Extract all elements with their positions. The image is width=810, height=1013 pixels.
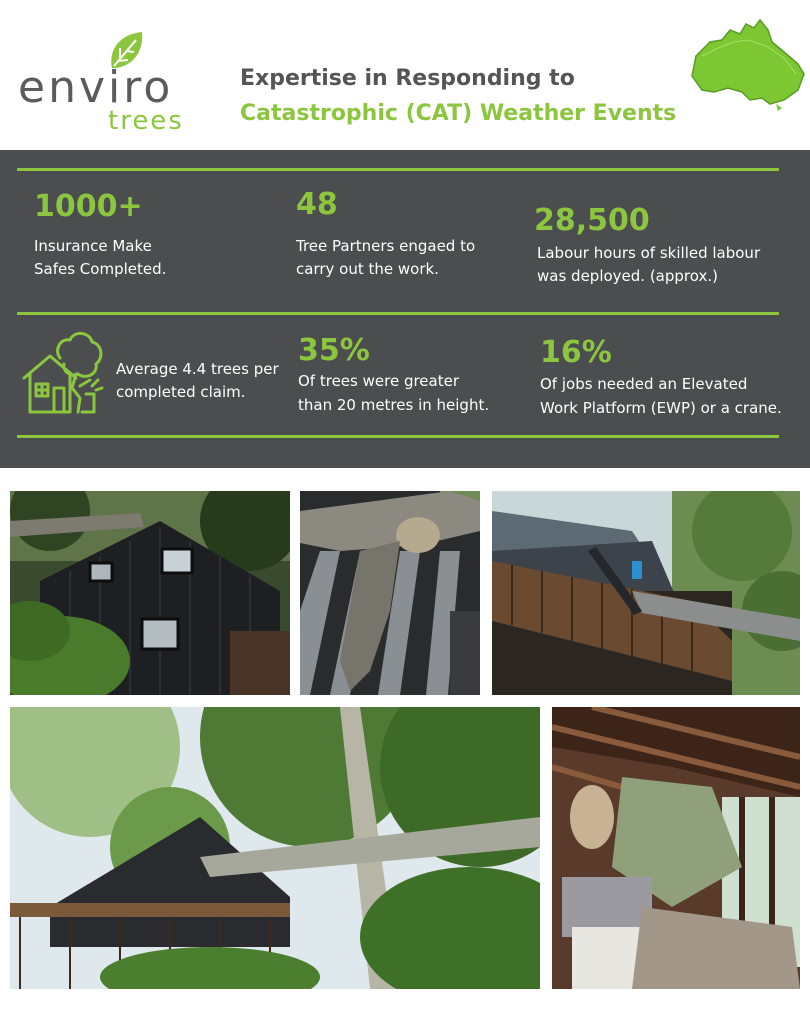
divider-bottom (17, 435, 779, 438)
stat-height-text-1: Of trees were greater (298, 372, 460, 390)
stat-partners-text-2: carry out the work. (296, 260, 439, 278)
stat-ewp-text-1: Of jobs needed an Elevated (540, 375, 748, 393)
stat-hours-text-1: Labour hours of skilled labour (537, 244, 761, 262)
tree-on-house-icon (20, 328, 106, 416)
header (0, 0, 810, 150)
stat-claims-number: 1000+ (34, 189, 143, 224)
stat-claims-text-1: Insurance Make (34, 237, 152, 255)
tree-across-house-photo (10, 707, 540, 989)
stat-average-text-1: Average 4.4 trees per (116, 360, 279, 378)
divider-top (17, 168, 779, 171)
cabin-with-fallen-tree-photo (10, 491, 290, 695)
stat-average-text-2: completed claim. (116, 383, 246, 401)
stat-ewp-number: 16% (540, 335, 612, 370)
logo-word-trees: trees (108, 106, 184, 136)
australia-map-icon (688, 12, 806, 112)
stats-panel (0, 150, 810, 468)
stat-hours-text-2: was deployed. (approx.) (537, 267, 718, 285)
stat-height-text-2: than 20 metres in height. (298, 396, 490, 414)
stat-height-number: 35% (298, 333, 370, 368)
stat-hours-number: 28,500 (534, 203, 650, 238)
damaged-interior-photo (552, 707, 800, 989)
stat-ewp-text-2: Work Platform (EWP) or a crane. (540, 399, 782, 417)
stat-partners-text-1: Tree Partners engaed to (296, 237, 476, 255)
fallen-trunk-on-roof-photo (300, 491, 480, 695)
stat-claims-text-2: Safes Completed. (34, 260, 167, 278)
stat-partners-number: 48 (296, 187, 338, 222)
divider-middle (17, 312, 779, 315)
page-title-line-1: Expertise in Responding to (240, 66, 575, 91)
logo-word-enviro: enviro (18, 62, 174, 113)
page-title-line-2: Catastrophic (CAT) Weather Events (240, 101, 677, 126)
envirotrees-logo (18, 30, 218, 136)
balcony-with-fallen-tree-photo (492, 491, 800, 695)
